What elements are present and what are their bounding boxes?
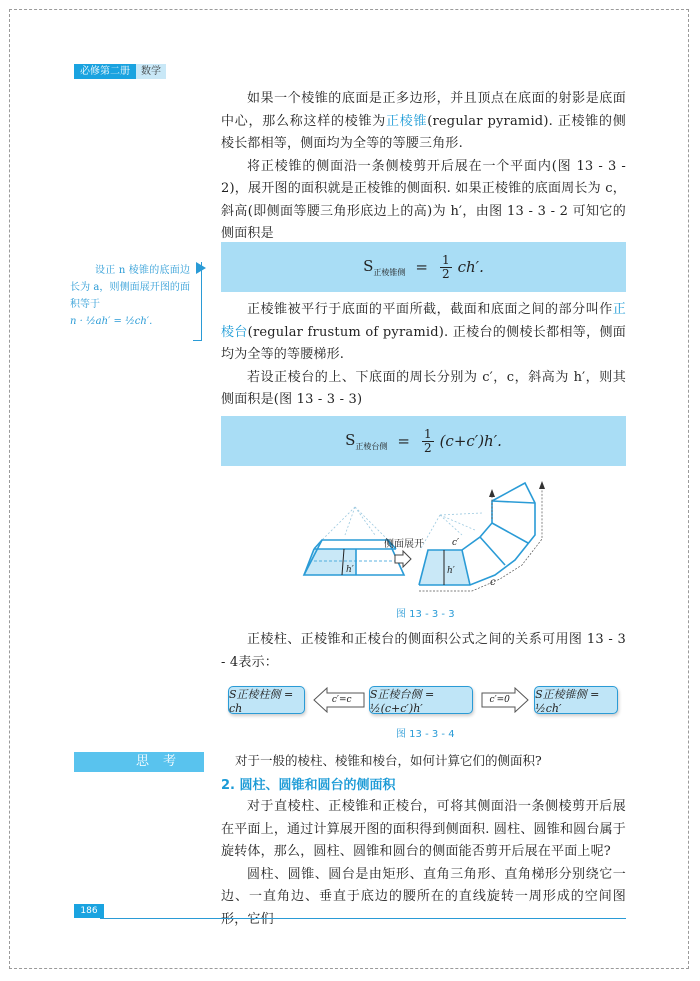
text: 如果一个棱锥的底面是正多边形，并且顶点在底面的射影是底面中心，那么称这样的棱锥为 [221, 91, 626, 129]
formula-box-frustum [221, 416, 626, 466]
figure-caption-13-3-4: 图 13 - 3 - 4 [396, 729, 455, 740]
subject-label: 数学 [136, 64, 166, 79]
formula-box-pyramid [221, 242, 626, 292]
paragraph-frustum [221, 299, 626, 412]
box-prism-formula: S正棱柱侧 = ch [228, 686, 305, 714]
formula-frustum: $S_{正棱台侧}$ = $\frac{1}{2}$ (c+c′)h′. [345, 426, 502, 455]
box-frustum-formula: S正棱台侧 = ½(c+c′)h′ [369, 686, 473, 714]
text: (regular frustum of pyramid). 正棱台的侧棱长都相等，侧面均为全等的等腰梯形. [221, 324, 626, 362]
paragraph-lateral-area: 将正棱锥的侧面沿一条侧棱剪开后展在一个平面内(图 13 - 3 - 2)，展开图的面积就是正棱锥的侧面积. 如果正棱锥的底面周长为 c，斜高(即侧面等腰三角形底边上的高)为 h′，由图 13 - 3 - 2 可知它的侧面积是 [221, 158, 626, 241]
page-number: 186 [74, 904, 104, 918]
figure-frustum-unfolding [300, 475, 550, 600]
figure-caption-13-3-3: 图 13 - 3 - 3 [396, 609, 455, 620]
paragraph-relation: 正棱柱、正棱锥和正棱台的侧面积公式之间的关系可用图 13 - 3 - 4表示： [221, 632, 626, 670]
svg-text:c′: c′ [452, 538, 460, 548]
margin-note: 设正 n 棱锥的底面边长为 a，则侧面展开图的面积等于 n · ½ah′ = ½ch′. [70, 265, 190, 327]
formula-pyramid: $S_{正棱锥侧}$ = $\frac{1}{2}$ ch′. [363, 252, 484, 281]
unfold-arrow-icon [395, 551, 411, 567]
footer-divider [100, 918, 626, 919]
section-heading: 2. 圆柱、圆锥和圆台的侧面积 [221, 778, 396, 793]
text: 正棱锥被平行于底面的平面所截，截面和底面之间的部分叫作 [247, 302, 613, 317]
text: (regular pyramid). 正棱锥的侧棱长都相等，侧面均为全等的等腰三角形. [221, 113, 626, 151]
arrow-right-icon: c′=0 [481, 687, 526, 713]
header-tag [74, 64, 166, 79]
think-label: 思考 [74, 752, 204, 772]
unfold-label: 侧面展开 [384, 539, 424, 550]
think-question: 对于一般的棱柱、棱锥和棱台，如何计算它们的侧面积? [235, 753, 542, 768]
paragraph-rotation-bodies: 对于直棱柱、正棱锥和正棱台，可将其侧面沿一条侧棱剪开后展在平面上，通过计算展开图的面积得到侧面积. 圆柱、圆锥和圆台属于旋转体，那么，圆柱、圆锥和圆台的侧面能否剪开后展在平面上呢? 圆柱、圆锥、圆台是由矩形、直角三角形、直角梯形分别绕它一边、一直角边、垂直于底边的腰所在的直线旋转一周形成的空间图形，它们 [221, 799, 626, 927]
arrow-left-icon: c′=c [313, 687, 361, 713]
term-regular-frustum: 正棱台 [221, 302, 626, 340]
term-regular-pyramid: 正棱锥 [385, 113, 428, 129]
svg-text:c: c [490, 577, 496, 588]
figure-relation-diagram [228, 683, 618, 717]
svg-text:h′: h′ [346, 565, 354, 575]
paragraph-frustum-area: 若设正棱台的上、下底面的周长分别为 c′，c，斜高为 h′，则其侧面积是(图 13 - 3 - 3) [221, 369, 626, 407]
pointer-arrow-icon [196, 262, 206, 274]
svg-text:h′: h′ [447, 566, 455, 576]
paragraph-regular-pyramid [221, 88, 626, 246]
series-label: 必修第二册 [74, 64, 136, 79]
box-pyramid-formula: S正棱锥侧 = ½ch′ [534, 686, 618, 714]
